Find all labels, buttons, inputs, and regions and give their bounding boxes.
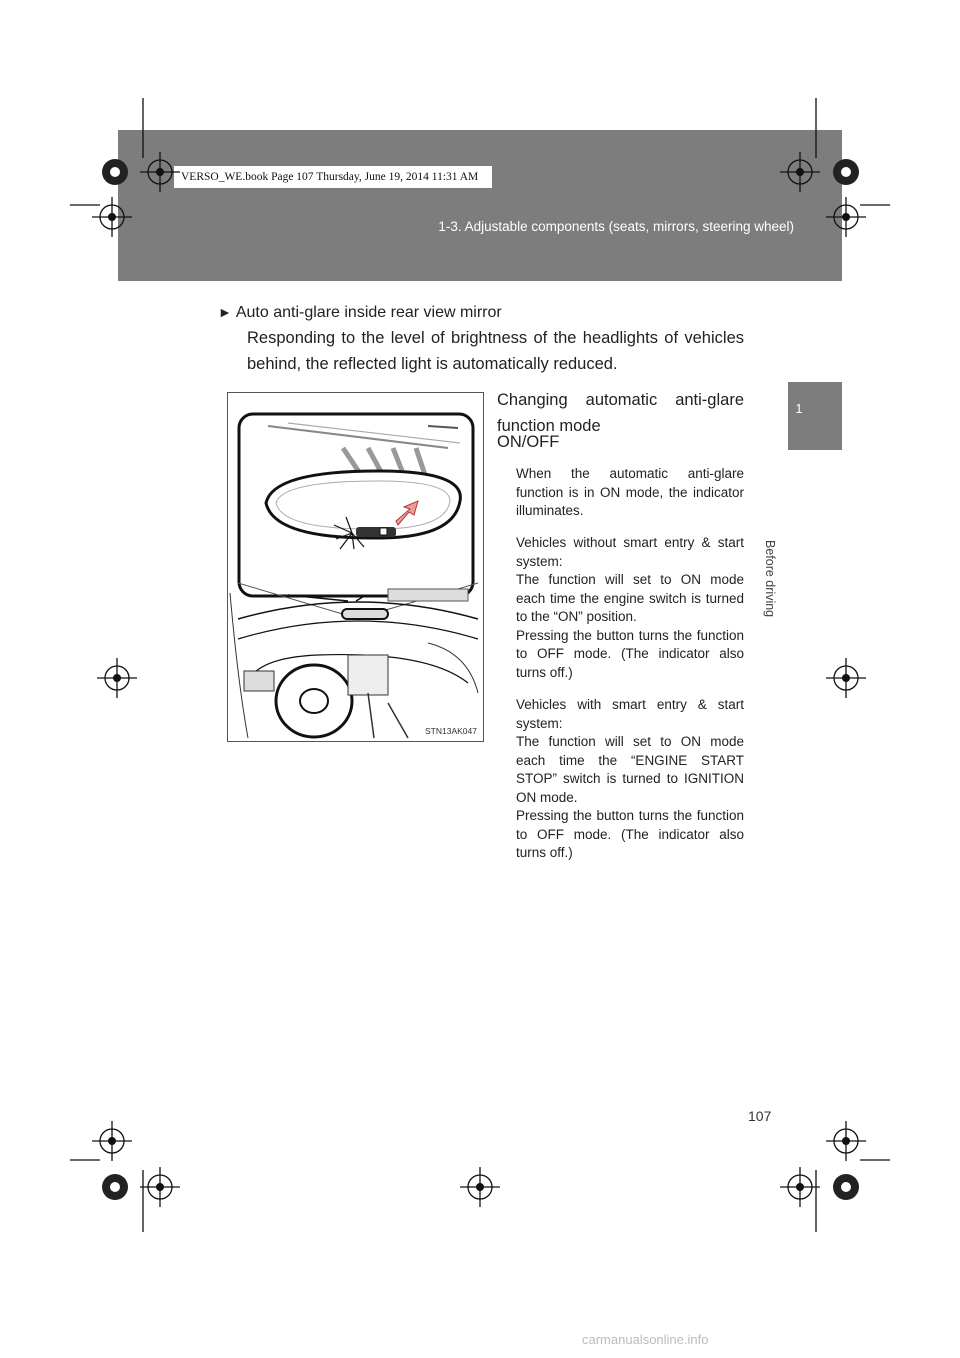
- note-without-smart-entry-press: Pressing the button turns the function to OFF mode. (The indicator also turns off.): [516, 627, 744, 680]
- note-with-smart-entry: [516, 696, 744, 863]
- note-without-smart-entry-title: Vehicles without smart entry & start system:: [516, 535, 744, 569]
- section-title: 1-3. Adjustable components (seats, mirrors, steering wheel): [438, 219, 794, 234]
- intro-paragraph: Responding to the level of brightness of the headlights of vehicles behind, the reflected light is automatically reduced.: [247, 329, 744, 373]
- note-with-smart-entry-body: The function will set to ON mode each time the “ENGINE START STOP” switch is turned to IGNITION ON mode.: [516, 734, 744, 805]
- note-indicator: [516, 465, 744, 521]
- note-without-smart-entry: [516, 534, 744, 682]
- section-heading: [218, 304, 502, 322]
- side-tab-number: 1: [795, 402, 803, 416]
- mirror-illustration: [227, 392, 484, 742]
- page-number: 107: [748, 1108, 772, 1124]
- note-with-smart-entry-title: Vehicles with smart entry & start system:: [516, 697, 744, 731]
- figure-code: STN13AK047: [425, 726, 477, 736]
- heading-text: Auto anti-glare inside rear view mirror: [235, 304, 502, 321]
- note-without-smart-entry-body: The function will set to ON mode each time the engine switch is turned to the “ON” position.: [516, 572, 744, 624]
- side-tab: [788, 382, 842, 450]
- onoff-label: ON/OFF: [497, 433, 560, 451]
- side-tab-label: Before driving: [763, 540, 777, 618]
- header-band: [118, 130, 842, 281]
- sub-heading-line-2: function mode: [497, 417, 601, 435]
- watermark: carmanualsonline.info: [582, 1332, 709, 1347]
- note-with-smart-entry-press: Pressing the button turns the function to OFF mode. (The indicator also turns off.): [516, 808, 744, 860]
- note-indicator-text: When the automatic anti-glare function is in ON mode, the indicator illuminates.: [516, 466, 744, 518]
- mirror-drawing: [228, 393, 484, 742]
- triangle-marker-icon: ►: [218, 304, 232, 320]
- sub-heading-line-1: Changing automatic anti-glare: [497, 391, 744, 409]
- print-info: VERSO_WE.book Page 107 Thursday, June 19, 2014 11:31 AM: [174, 166, 492, 188]
